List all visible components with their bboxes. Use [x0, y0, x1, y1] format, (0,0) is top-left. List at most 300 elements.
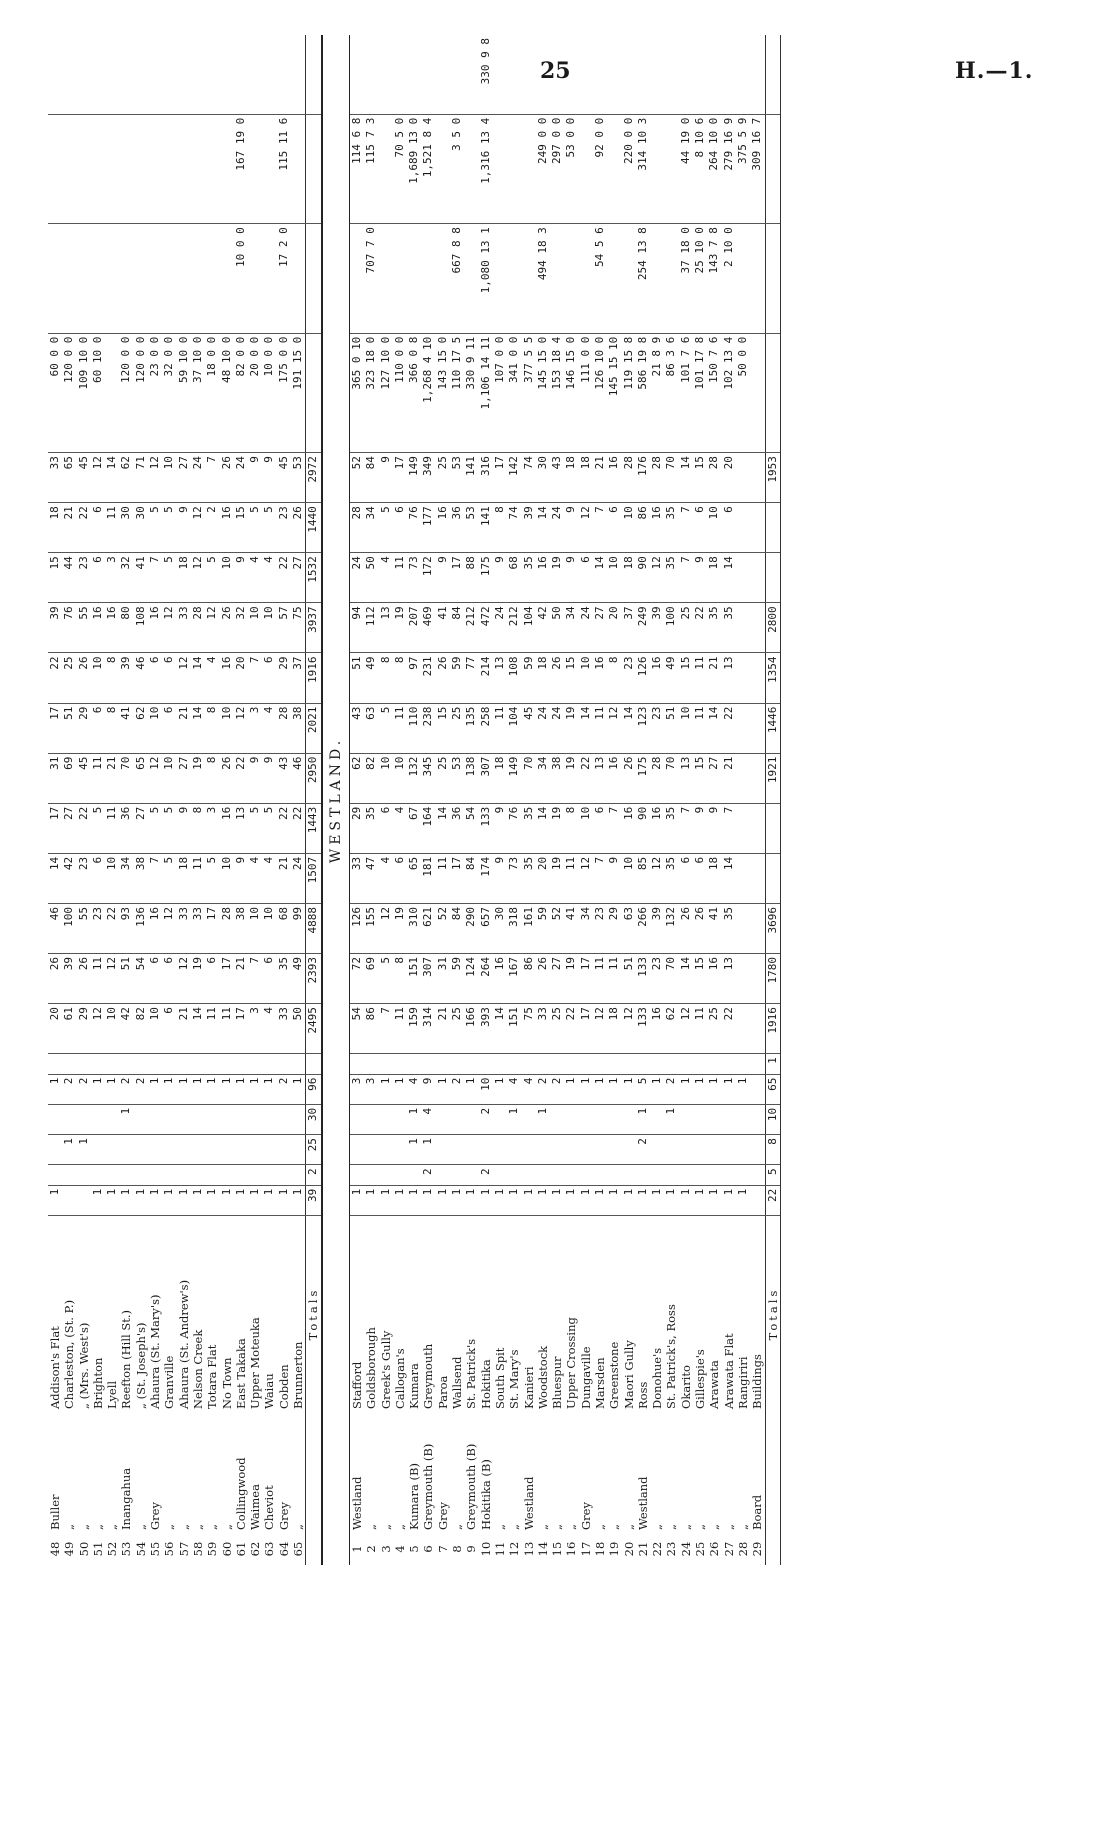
total-cell: 2972: [306, 453, 322, 503]
table-cell: 26: [291, 503, 306, 553]
district-name: „: [607, 1524, 622, 1530]
table-cell: 16: [105, 603, 119, 653]
table-cell: 1: [407, 1135, 421, 1165]
table-cell: 10: [162, 453, 176, 503]
district-name: Collingwood: [233, 1457, 248, 1530]
table-cell: 55: [77, 603, 91, 653]
table-cell: 123: [636, 703, 650, 753]
table-cell: 175: [479, 553, 493, 603]
table-cell: 63: [364, 703, 378, 753]
table-cell: 26: [220, 603, 234, 653]
table-cell: [650, 114, 664, 224]
school-name: Bluespur: [550, 1356, 565, 1409]
table-cell: 25: [450, 703, 464, 753]
table-cell: [220, 114, 234, 224]
table-cell: [722, 1165, 736, 1185]
table-cell: 393: [479, 1004, 493, 1054]
table-cell: [91, 1165, 105, 1185]
table-cell: 1: [707, 1185, 721, 1215]
table-cell: 6: [393, 503, 407, 553]
table-cell: 24: [493, 603, 507, 653]
table-cell: [77, 224, 91, 334]
table-cell: [607, 1165, 621, 1185]
table-cell: [493, 1165, 507, 1185]
table-cell: 51: [119, 954, 133, 1004]
table-cell: [522, 114, 536, 224]
table-cell: 126: [636, 653, 650, 703]
school-name: Ahaura (St. Mary's): [148, 1294, 163, 1409]
table-row: [536, 35, 550, 1565]
table-cell: [349, 224, 364, 334]
table-cell: 6: [205, 954, 219, 1004]
table-cell: [119, 1135, 133, 1165]
table-cell: 26: [220, 753, 234, 803]
table-cell: 9: [177, 503, 191, 553]
table-cell: 21: [722, 753, 736, 803]
table-cell: 6: [162, 703, 176, 753]
table-row: [750, 35, 765, 1565]
school-name: Hokitika: [478, 1359, 493, 1409]
table-cell: 12: [379, 903, 393, 953]
table-cell: 6: [607, 503, 621, 553]
table-cell: 6: [593, 803, 607, 853]
table-cell: 17: [579, 954, 593, 1004]
table-cell: 1: [248, 1074, 262, 1104]
table-cell: 19: [393, 903, 407, 953]
table-cell: 11: [191, 853, 205, 903]
table-cell: [664, 1135, 678, 1165]
table-cell: 14: [593, 553, 607, 603]
table-cell: 77: [464, 653, 478, 703]
table-cell: [77, 114, 91, 224]
table-cell: 39: [48, 603, 62, 653]
district-name: Inangahua: [119, 1467, 134, 1530]
total-cell: 1780: [765, 954, 780, 1004]
row-number: 62: [248, 1541, 263, 1557]
table-cell: [593, 1135, 607, 1165]
school-name: Kanieri: [521, 1366, 536, 1409]
table-cell: 1,316 13 4: [479, 114, 493, 224]
table-cell: [393, 1165, 407, 1185]
table-cell: [750, 35, 765, 114]
row-number: 3: [378, 1545, 393, 1553]
district-name: „: [219, 1524, 234, 1530]
table-cell: 8: [205, 703, 219, 753]
district-name: Buller: [48, 1494, 62, 1530]
table-cell: 7: [148, 553, 162, 603]
table-cell: 4: [522, 1074, 536, 1104]
table-cell: 2: [205, 503, 219, 553]
table-cell: 26: [77, 653, 91, 703]
table-cell: 10: [162, 753, 176, 803]
table-row: [248, 35, 262, 1565]
table-cell: 14: [622, 703, 636, 753]
table-cell: 28: [707, 453, 721, 503]
table-cell: [393, 224, 407, 334]
table-cell: 345: [421, 753, 435, 803]
table-cell: 24: [234, 453, 248, 503]
table-cell: [205, 1054, 219, 1074]
school-name: Kumara: [407, 1363, 422, 1409]
row-number: 23: [664, 1541, 679, 1557]
table-cell: 20: [722, 453, 736, 503]
table-cell: 17: [48, 703, 62, 753]
table-cell: [736, 553, 750, 603]
school-name: St. Mary's: [507, 1349, 522, 1409]
table-cell: [148, 35, 162, 114]
table-cell: 35: [722, 603, 736, 653]
table-cell: [750, 453, 765, 503]
school-name: Totara Flat: [205, 1344, 220, 1409]
table-cell: [148, 1135, 162, 1165]
table-cell: 4: [262, 553, 276, 603]
table-cell: 1: [407, 1104, 421, 1134]
total-cell: [306, 224, 322, 334]
table-cell: 75: [291, 603, 306, 653]
table-cell: 2: [277, 1074, 291, 1104]
table-cell: 1: [650, 1074, 664, 1104]
table-cell: [48, 1104, 62, 1134]
table-row: [564, 35, 578, 1565]
table-cell: 104: [522, 603, 536, 653]
table-cell: [450, 35, 464, 114]
table-cell: 90: [636, 803, 650, 853]
table-cell: 5: [248, 803, 262, 853]
total-cell: 1443: [306, 803, 322, 853]
table-cell: 14: [722, 853, 736, 903]
table-cell: 1,080 13 1: [479, 224, 493, 334]
table-cell: [105, 1104, 119, 1134]
table-cell: 9: [234, 853, 248, 903]
table-cell: 161: [522, 903, 536, 953]
row-number: 4: [392, 1545, 407, 1553]
table-cell: 145 15 0: [536, 333, 550, 452]
table-cell: 7: [148, 853, 162, 903]
table-cell: 249: [636, 603, 650, 653]
table-cell: 11: [593, 703, 607, 753]
table-cell: 349: [421, 453, 435, 503]
school-name: Dungaville: [578, 1346, 593, 1409]
table-cell: 4: [262, 1004, 276, 1054]
table-cell: [550, 1165, 564, 1185]
table-cell: 12: [162, 603, 176, 653]
table-cell: 3: [364, 1074, 378, 1104]
table-cell: 1: [191, 1185, 205, 1215]
table-cell: [148, 1165, 162, 1185]
table-cell: 8: [607, 653, 621, 703]
table-cell: 34: [579, 903, 593, 953]
school-name: Upper Moteuka: [248, 1317, 263, 1409]
table-cell: 17: [48, 803, 62, 853]
table-cell: 18: [707, 553, 721, 603]
table-cell: 10: [262, 603, 276, 653]
table-cell: 14: [536, 503, 550, 553]
table-cell: [205, 1104, 219, 1134]
table-cell: 3: [248, 703, 262, 753]
table-cell: 26: [679, 903, 693, 953]
table-cell: 6: [162, 1004, 176, 1054]
table-cell: 16: [650, 653, 664, 703]
table-cell: 132: [407, 753, 421, 803]
table-cell: 5: [162, 803, 176, 853]
table-cell: 100: [62, 903, 76, 953]
table-cell: 45: [277, 453, 291, 503]
table-cell: 30: [134, 503, 148, 553]
district-name: Grey: [578, 1502, 593, 1530]
table-cell: [707, 1135, 721, 1165]
table-cell: [148, 224, 162, 334]
table-cell: 18: [579, 453, 593, 503]
row-number: 2: [364, 1545, 379, 1553]
row-number: 65: [291, 1541, 306, 1557]
table-cell: [234, 1104, 248, 1134]
table-cell: 6: [579, 553, 593, 603]
table-cell: 11: [693, 1004, 707, 1054]
table-cell: [220, 1135, 234, 1165]
table-cell: 11: [607, 954, 621, 1004]
table-cell: [750, 603, 765, 653]
table-cell: 307: [479, 753, 493, 803]
table-cell: 30: [119, 503, 133, 553]
district-name: „: [291, 1524, 306, 1530]
table-cell: 16: [536, 553, 550, 603]
table-cell: 12: [177, 653, 191, 703]
table-cell: 177: [421, 503, 435, 553]
table-cell: 25: [707, 1004, 721, 1054]
table-cell: 1: [707, 1074, 721, 1104]
table-cell: [464, 1135, 478, 1165]
table-cell: [650, 1054, 664, 1074]
table-cell: [364, 1135, 378, 1165]
table-cell: [220, 35, 234, 114]
table-cell: 1: [349, 1185, 364, 1215]
table-cell: 1: [393, 1074, 407, 1104]
table-cell: 10: [248, 603, 262, 653]
table-cell: 19: [564, 753, 578, 803]
table-cell: 112: [364, 603, 378, 653]
table-cell: 11: [393, 703, 407, 753]
table-cell: 138: [464, 753, 478, 803]
table-cell: 11: [105, 803, 119, 853]
table-cell: 310: [407, 903, 421, 953]
total-cell: [765, 333, 780, 452]
table-cell: 5: [162, 553, 176, 603]
row-number: 13: [521, 1541, 536, 1557]
table-cell: 22: [722, 1004, 736, 1054]
table-cell: [707, 35, 721, 114]
table-cell: 6: [262, 653, 276, 703]
table-row: [148, 35, 162, 1565]
schools-table: [48, 35, 781, 1565]
table-cell: 20: [607, 603, 621, 653]
table-cell: 6: [693, 853, 707, 903]
table-cell: 70: [664, 954, 678, 1004]
table-cell: 15: [693, 954, 707, 1004]
table-cell: 28: [191, 603, 205, 653]
table-cell: 99: [291, 903, 306, 953]
table-cell: 120 0 0: [119, 333, 133, 452]
table-cell: [736, 603, 750, 653]
table-cell: [507, 35, 521, 114]
school-name: Lyell: [105, 1380, 120, 1409]
table-cell: 1: [507, 1104, 521, 1134]
school-name: Wallsend: [450, 1356, 465, 1409]
table-cell: 174: [479, 853, 493, 903]
table-cell: [750, 1104, 765, 1134]
table-cell: 65: [407, 853, 421, 903]
school-name: Cobden: [276, 1364, 291, 1409]
table-cell: [105, 35, 119, 114]
table-cell: 9: [436, 553, 450, 603]
table-cell: [664, 1054, 678, 1074]
table-cell: 34: [536, 753, 550, 803]
district-name: „: [450, 1524, 465, 1530]
total-cell: 39: [306, 1185, 322, 1215]
table-cell: 323 18 0: [364, 333, 378, 452]
table-cell: [364, 1104, 378, 1134]
district-name: „: [62, 1524, 77, 1530]
table-cell: 13: [679, 753, 693, 803]
table-cell: 18 0 0: [205, 333, 219, 452]
total-cell: 65: [765, 1074, 780, 1104]
table-cell: 2: [421, 1165, 435, 1185]
table-cell: [162, 35, 176, 114]
table-cell: [248, 1135, 262, 1165]
district-name: „: [507, 1524, 522, 1530]
table-cell: 108: [134, 603, 148, 653]
table-cell: 314: [421, 1004, 435, 1054]
table-cell: [736, 224, 750, 334]
row-number: 29: [750, 1541, 765, 1557]
table-cell: 11: [91, 954, 105, 1004]
table-cell: [291, 1135, 306, 1165]
table-cell: 69: [62, 753, 76, 803]
table-cell: 17: [393, 453, 407, 503]
table-cell: [234, 35, 248, 114]
table-cell: 63: [622, 903, 636, 953]
table-cell: [91, 1054, 105, 1074]
table-cell: 6: [162, 653, 176, 703]
total-cell: 2: [306, 1165, 322, 1185]
table-cell: [105, 224, 119, 334]
table-cell: [364, 1165, 378, 1185]
table-cell: 73: [507, 853, 521, 903]
table-cell: 48 10 0: [220, 333, 234, 452]
table-cell: [693, 1104, 707, 1134]
table-cell: 42: [536, 603, 550, 653]
table-cell: 10 0 0: [234, 224, 248, 334]
table-cell: 114 6 8: [349, 114, 364, 224]
table-row: [277, 35, 291, 1565]
table-cell: 7: [248, 954, 262, 1004]
table-cell: 23: [77, 553, 91, 603]
table-cell: [579, 1104, 593, 1134]
table-cell: 1: [220, 1074, 234, 1104]
table-cell: [62, 1104, 76, 1134]
table-cell: 46: [134, 653, 148, 703]
table-cell: 14: [536, 803, 550, 853]
table-cell: 52: [436, 903, 450, 953]
table-cell: 155: [364, 903, 378, 953]
school-name: „ (St. Joseph's): [133, 1322, 148, 1409]
table-cell: 2: [479, 1165, 493, 1185]
table-cell: [277, 1054, 291, 1074]
table-cell: [48, 1135, 62, 1165]
table-cell: [162, 1135, 176, 1165]
table-cell: [436, 1135, 450, 1165]
table-cell: 23: [650, 703, 664, 753]
table-cell: [479, 1054, 493, 1074]
district-name: Westland: [521, 1476, 536, 1530]
table-cell: 50: [550, 603, 564, 653]
table-row: [262, 35, 276, 1565]
table-cell: 11: [436, 853, 450, 903]
table-cell: 120 0 0: [62, 333, 76, 452]
table-cell: 60 10 0: [91, 333, 105, 452]
table-cell: 70 5 0: [393, 114, 407, 224]
table-cell: [579, 114, 593, 224]
row-number: 24: [678, 1541, 693, 1557]
table-cell: 36: [119, 803, 133, 853]
total-cell: 1953: [765, 453, 780, 503]
table-cell: [564, 1135, 578, 1165]
table-cell: [536, 1054, 550, 1074]
table-cell: 17 2 0: [277, 224, 291, 334]
table-cell: 42: [119, 1004, 133, 1054]
table-cell: [134, 1135, 148, 1165]
table-cell: 7: [248, 653, 262, 703]
total-cell: [765, 803, 780, 853]
table-row: [191, 35, 205, 1565]
table-cell: 2: [536, 1074, 550, 1104]
table-cell: 14: [579, 703, 593, 753]
table-cell: 59: [536, 903, 550, 953]
table-cell: 1: [679, 1074, 693, 1104]
table-cell: [736, 1104, 750, 1134]
table-row: [579, 35, 593, 1565]
row-number: 25: [693, 1541, 708, 1557]
table-cell: 24: [536, 703, 550, 753]
table-cell: [693, 1165, 707, 1185]
table-cell: [622, 1104, 636, 1134]
table-cell: 22: [722, 703, 736, 753]
table-cell: 21: [707, 653, 721, 703]
table-cell: 377 5 5: [522, 333, 536, 452]
school-name: Reefton (Hill St.): [119, 1310, 134, 1409]
table-cell: 16: [220, 653, 234, 703]
row-number: 52: [105, 1541, 120, 1557]
total-cell: 2495: [306, 1004, 322, 1054]
table-cell: 33: [48, 453, 62, 503]
table-cell: 10: [262, 903, 276, 953]
table-cell: [736, 1135, 750, 1165]
table-cell: 45: [77, 453, 91, 503]
table-cell: 59: [450, 954, 464, 1004]
table-cell: 8: [493, 503, 507, 553]
table-cell: 93: [119, 903, 133, 953]
district-name: „: [90, 1524, 105, 1530]
table-cell: 330 9 8: [479, 35, 493, 114]
district-name: „: [621, 1524, 636, 1530]
table-cell: 51: [664, 703, 678, 753]
table-cell: 13: [234, 803, 248, 853]
table-cell: 309 16 7: [750, 114, 765, 224]
row-number: 48: [48, 1541, 62, 1557]
table-cell: 1: [262, 1074, 276, 1104]
table-cell: 49: [364, 653, 378, 703]
table-cell: 55: [77, 903, 91, 953]
table-cell: [407, 1165, 421, 1185]
